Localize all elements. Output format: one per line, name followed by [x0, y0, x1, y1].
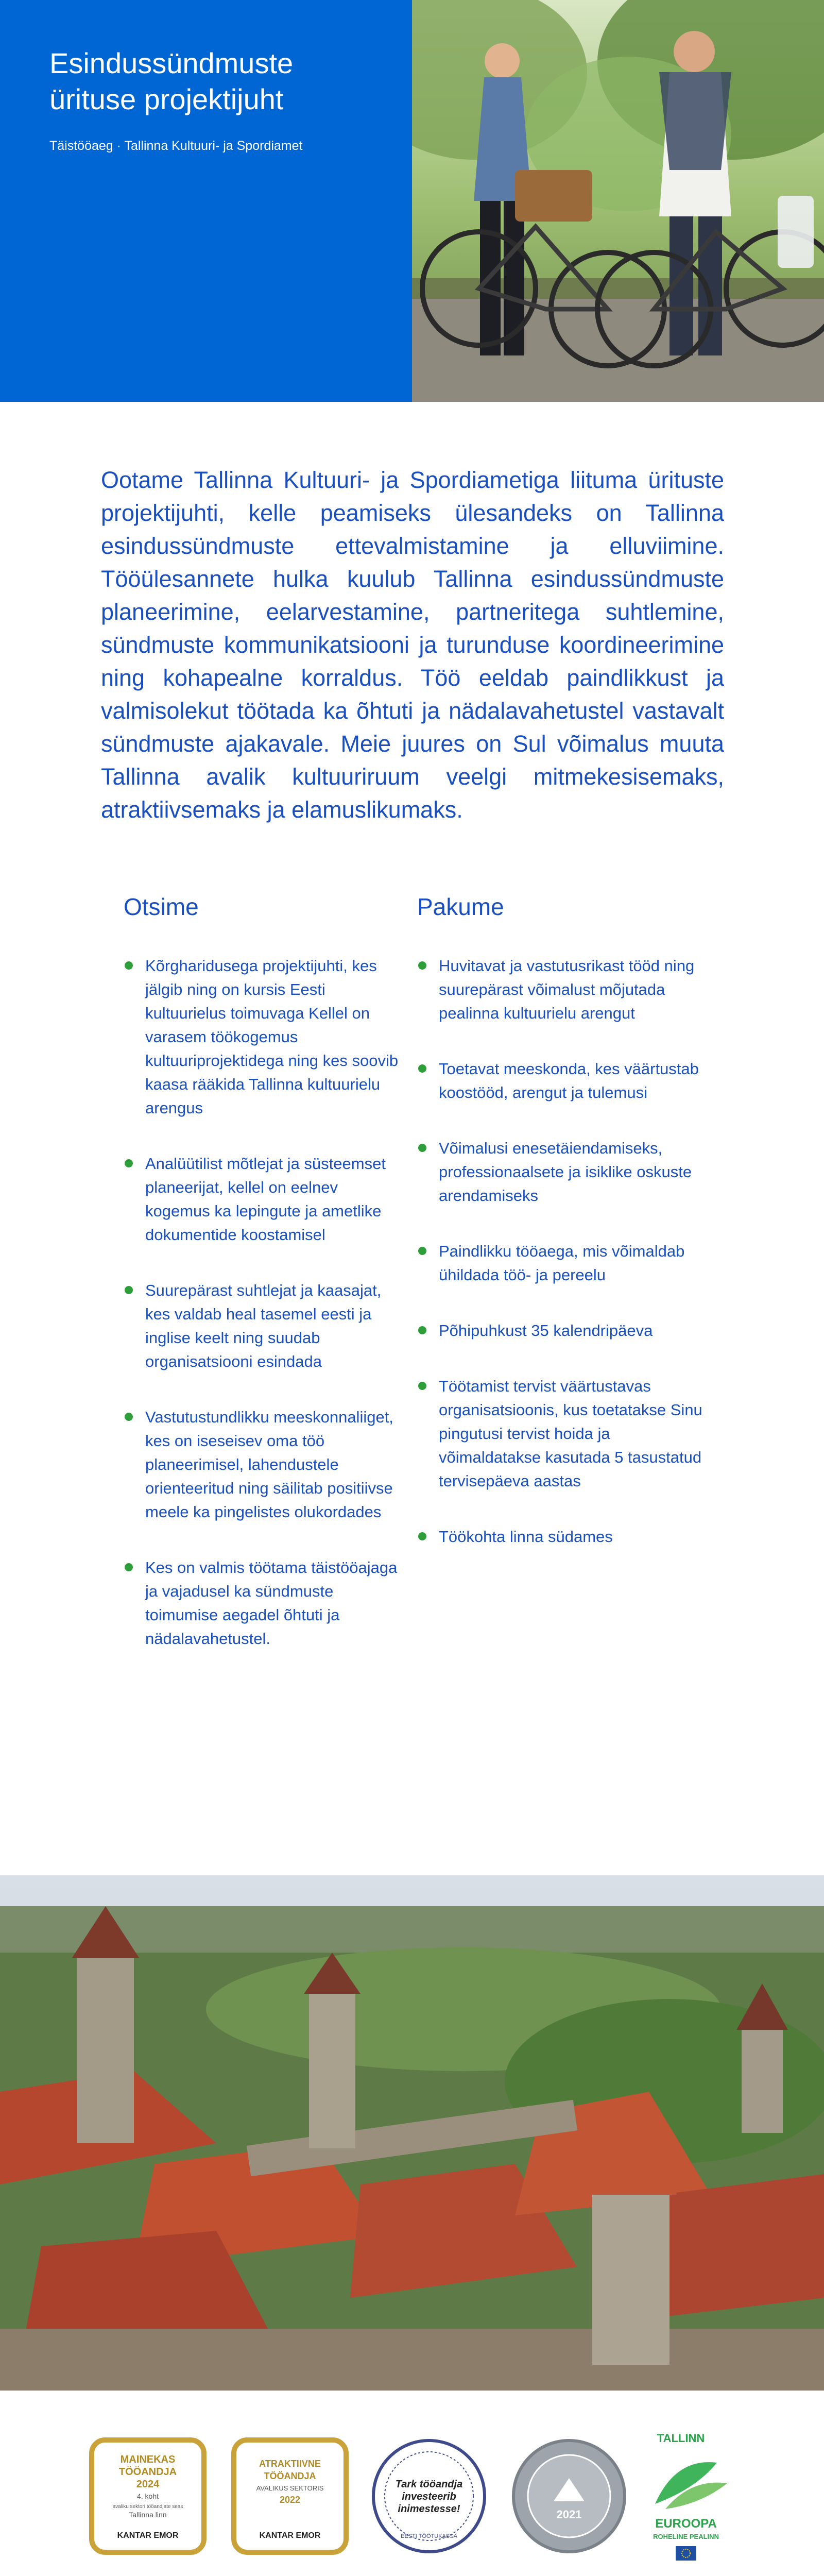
offer-heading: Pakume [417, 893, 504, 920]
list-item-text: Kõrgharidusega projektijuhti, kes jälgib ning on kursis Eesti kultuurielus toimuvaga Kellel on varasem töökogemus kultuuriprojektidega ning kes soovib kaasa rääkida Tallinna kultuurielu arengus [145, 957, 399, 1117]
list-item-text: Huvitavat ja vastutusrikast tööd ning suurepärast võimalust mõjutada pealinna kultuurielu arengut [439, 957, 695, 1022]
bullet-icon [418, 1064, 426, 1073]
badge-text: KANTAR EMOR [117, 2531, 179, 2540]
list-item [417, 1319, 706, 1343]
list-item-text: Suurepärast suhtlejat ja kaasajat, kes valdab heal tasemel eesti ja inglise keelt ning suudab organisatsiooni esindada [145, 1281, 382, 1370]
list-item [417, 1525, 706, 1549]
badge-text: ATRAKTIIVNE [259, 2459, 321, 2469]
badge-text: AVALIKUS SEKTORIS [256, 2484, 324, 2492]
list-item-text: Analüütilist mõtlejat ja süsteemset planeerijat, kellel on eelnev kogemus ka lepingute ja ametlike dokumentide koostamisel [145, 1155, 386, 1244]
badge-text: ROHELINE PEALINN [653, 2533, 719, 2540]
bullet-icon [125, 1159, 133, 1167]
header-photo [412, 0, 824, 402]
header [0, 0, 824, 402]
list-item [417, 954, 706, 1025]
badge-text: 2024 [136, 2479, 160, 2490]
badge-text: MAINEKAS [120, 2454, 176, 2465]
list-item-text: Toetavat meeskonda, kes väärtustab koostööd, arengut ja tulemusi [439, 1060, 699, 1101]
list-item [417, 1375, 706, 1493]
tervist-edendav-badge [510, 2437, 628, 2555]
bullet-icon [125, 1286, 133, 1294]
page-title: Esindussündmuste ürituse projektijuht [49, 47, 294, 115]
bullet-icon [418, 1247, 426, 1255]
list-item [417, 1057, 706, 1105]
list-item-text: Põhipuhkust 35 kalendripäeva [439, 1321, 653, 1340]
badge-text: 2021 [556, 2508, 582, 2521]
page-subtitle: Täistööaeg · Tallinna Kultuuri- ja Spordiamet [49, 139, 303, 153]
badge-text: inimestesse! [398, 2503, 460, 2515]
list-item-text: Vastutustundlikku meeskonnaliiget, kes on iseseisev oma töö planeerimisel, lahendustele orienteeritud ning säilitab positiivse meele ka pingelistes olukordades [145, 1408, 393, 1521]
list-item [124, 1556, 402, 1651]
bullet-icon [418, 1144, 426, 1152]
awards-strip [0, 2391, 824, 2576]
badge-text: EESTI TÖÖTUKASSA [401, 2533, 457, 2539]
badge-text: 2022 [279, 2495, 301, 2505]
list-item [124, 1279, 402, 1374]
badge-text: EUROOPA [655, 2517, 717, 2531]
list-item-text: Kes on valmis töötama täistööajaga ja vajadusel ka sündmuste toimumise aegadel õhtuti ja nädalavahetustel. [145, 1558, 398, 1648]
list-item [124, 1152, 402, 1247]
bullet-icon [125, 961, 133, 970]
bullet-icon [418, 1532, 426, 1540]
badge-text: TÖÖANDJA [118, 2466, 177, 2478]
bullet-icon [125, 1413, 133, 1421]
header-title-panel [0, 0, 412, 402]
badge-text: Tallinna linn [129, 2511, 167, 2519]
list-item-text: Töötamist tervist väärtustavas organisatsioonis, kus toetatakse Sinu pingutusi tervist hoida ja võimaldatakse kasutada 5 tasustatud tervisepäeva aastas [439, 1377, 702, 1490]
badge-text: investeerib [402, 2491, 456, 2502]
badge-text: 4. koht [136, 2492, 159, 2500]
badge-text: avaliku sektori tööandjate seas [112, 2504, 183, 2510]
list-item [417, 1240, 706, 1287]
euroopa-roheline-pealinn-badge [645, 2427, 743, 2566]
seeking-column [124, 891, 402, 1683]
list-item [124, 1405, 402, 1524]
bullet-icon [418, 961, 426, 970]
tallinn-old-town-photo [0, 1875, 824, 2391]
list-item [124, 954, 402, 1120]
old-town-image [0, 1875, 824, 2391]
atraktiivne-tooandja-badge [231, 2437, 349, 2555]
badge-text: TÖÖANDJA [264, 2471, 316, 2481]
mainekas-tooandja-badge [89, 2437, 207, 2555]
seeking-heading: Otsime [124, 893, 199, 920]
badge-text: KANTAR EMOR [259, 2531, 321, 2540]
offer-list [417, 954, 706, 1549]
list-item-text: Paindlikku tööaega, mis võimaldab ühildada töö- ja pereelu [439, 1242, 685, 1284]
offer-column [417, 891, 706, 1581]
tark-tooandja-badge [370, 2437, 488, 2555]
list-item-text: Töökohta linna südames [439, 1528, 613, 1546]
people-with-bicycles-image [412, 0, 824, 402]
badge-text: Tark tööandja [395, 2479, 463, 2490]
bullet-icon [418, 1382, 426, 1390]
list-item [417, 1137, 706, 1208]
seeking-list [124, 954, 402, 1651]
list-item-text: Võimalusi enesetäiendamiseks, professionaalsete ja isiklike oskuste arendamiseks [439, 1139, 692, 1205]
intro-paragraph: Ootame Tallinna Kultuuri- ja Spordiametiga liituma ürituste projektijuhti, kelle peamiseks ülesandeks on Tallinna esindussündmuste ettevalmistamine ja elluviimine. Tööülesannete hulka kuulub Tallinna esindussündmuste planeerimine, eelarvestamine, partneritega suhtlemine, sündmuste kommunikatsiooni ja turunduse koordineerimine ning kohapealne korraldus. Töö eeldab paindlikkust ja valmisolekut töötada ka õhtuti ja nädalavahetustel vastavalt sündmuste ajakavale. Meie juures on Sul võimalus muuta Tallinna avalik kultuuriruum veelgi mitmekesisemaks, atraktiivsemaks ja elamuslikumaks. [101, 467, 724, 823]
bullet-icon [418, 1326, 426, 1334]
badge-text: TALLINN [657, 2432, 705, 2445]
bullet-icon [125, 1563, 133, 1571]
